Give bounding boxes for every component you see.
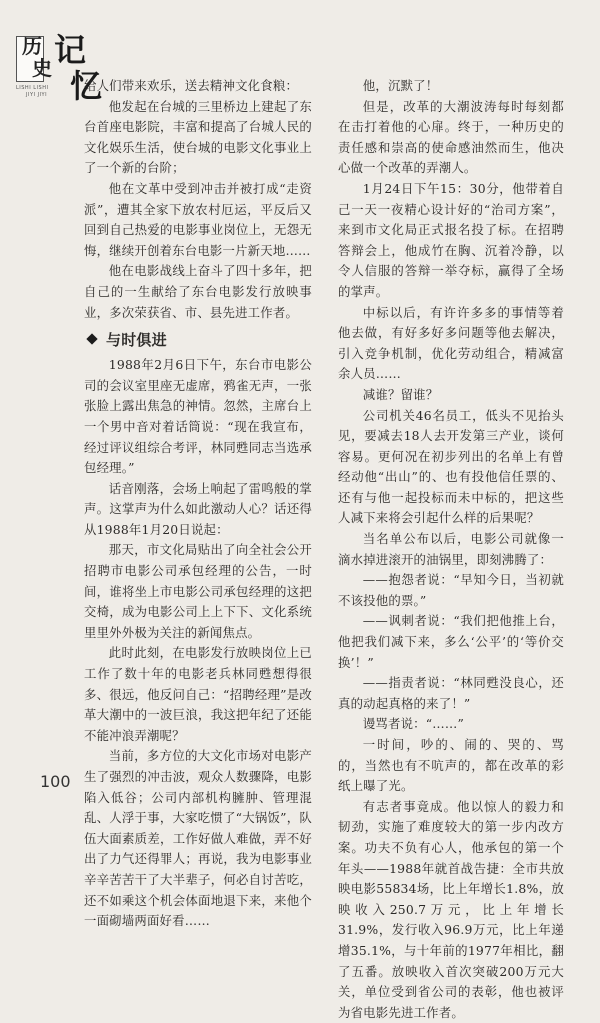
logo-pinyin-1: LISHI LISHI — [16, 85, 49, 91]
section-heading-text: 与时俱进 — [106, 331, 167, 350]
logo-char-li: 历 — [22, 34, 42, 58]
quote-line: ——指责者说：“林同甦没良心，还真的动起真格的来了！” — [338, 675, 564, 711]
logo-char-ji: 记 — [54, 31, 87, 69]
paragraph: 减谁？留谁？ — [362, 386, 439, 402]
right-column — [338, 76, 564, 1023]
logo-char-shi: 史 — [32, 56, 52, 80]
paragraph: 公司机关46名员工，低头不见抬头见，要减去18人去开发第三产业，谈何容易。更何况在初步列出的名单上有曾经动他“出山”的、也有投他信任票的、还有与他一起投标而未中标的，把这些人减下来将会引起什么样的后果呢？ — [338, 407, 564, 526]
section-logo — [10, 30, 103, 105]
paragraph: 中标以后，有许许多多的事情等着他去做，有好多好多问题等他去解决，引入竞争机制，优化劳动组合，精减富余人员…… — [338, 304, 564, 382]
paragraph: 他发起在台城的三里桥边上建起了东台首座电影院，丰富和提高了台城人民的文化娱乐生活，使台城的电影文化事业上了一个新的台阶； — [84, 98, 312, 176]
paragraph: 当名单公布以后，电影公司就像一滴水掉进滚开的油锅里，即刻沸腾了： — [338, 531, 564, 567]
diamond-bullet-icon — [86, 333, 97, 344]
quote-line: 谩骂者说：“……” — [362, 716, 465, 732]
paragraph: 1月24日下午15：30分，他带着自己一天一夜精心设计好的“治司方案”，来到市文化局正式报名投了标。在招聘答辩会上，他成竹在胸、沉着冷静，以令人信服的答辩一举夺标，赢得了全场的掌声。 — [338, 180, 564, 299]
logo-pinyin-2: JIYI JIYI — [26, 92, 48, 98]
logo-char-yi: 忆 — [70, 67, 103, 105]
paragraph: 1988年2月6日下午，东台市电影公司的会议室里座无虚席，鸦雀无声，一张张脸上露出焦急的神情。忽然，主席台上一个男中音对着话筒说：“现在我宣布，经过评议组综合考评，林同甦同志当选承包经理。” — [84, 357, 312, 476]
left-column — [84, 76, 312, 932]
paragraph: 他，沉默了！ — [362, 78, 439, 93]
paragraph: 他在文革中受到冲击并被打成“走资派”，遭其全家下放农村厄运，平反后又回到自己热爱的电影事业岗位上，无怨无悔，继续开创着东台电影一片新天地…… — [84, 180, 312, 258]
paragraph: 给人们带来欢乐，送去精神文化食粮： — [84, 78, 299, 93]
paragraph: 但是，改革的大潮波涛每时每刻都在击打着他的心扉。终于，一种历史的责任感和崇高的使命感油然而生，他决心做一个改革的弄潮人。 — [338, 98, 564, 176]
paragraph: 他在电影战线上奋斗了四十多年，把自己的一生献给了东台电影发行放映事业，多次荣获省、市、县先进工作者。 — [84, 263, 312, 320]
quote-line: ——抱怨者说：“早知今日，当初就不该投他的票。” — [338, 572, 564, 608]
paragraph: 一时间，吵的、闹的、哭的、骂的，当然也有不吭声的，都在改革的彩纸上曝了光。 — [338, 737, 564, 794]
paragraph: 当前，多方位的大文化市场对电影产生了强烈的冲击波，观众人数骤降，电影陷入低谷；公司内部机构臃肿、管理混乱、人浮于事，大家吃惯了“大锅饭”，队伍大面素质差，工作好做人难做，弄不好出了力气还得罪人；再说，我为电影事业辛辛苦苦干了大半辈子，何必自讨苦吃，还不如乘这个机会体面地退下来，来他个一面砌墙两面好看…… — [84, 748, 312, 929]
paragraph: 此时此刻，在电影发行放映岗位上已工作了数十年的电影老兵林同甦想得很多、很远，他反问自己：“招聘经理”是改革大潮中的一波巨浪，我这把年纪了还能不能冲浪弄潮呢？ — [84, 645, 312, 743]
paragraph: 那天，市文化局贴出了向全社会公开招聘市电影公司承包经理的公告，一时间，谁将坐上市电影公司承包经理的这把交椅，成为电影公司上上下下、文化系统里里外外极为关注的新闻焦点。 — [84, 542, 312, 640]
paragraph: 有志者事竟成。他以惊人的毅力和韧劲，实施了难度较大的第一步内改方案。功夫不负有心人，他承包的第一个年头——1988年就首战告捷：全市共放映电影55834场，比上年增长1.8%，放映收入250.7万元，比上年增长31.9%，发行收入96.9万元，比上年递增35.1%，与十年前的1977年相比，翻了五番。放映收入首次突破200万元大关，单位受到省公司的表彰，他也被评为省电影先进工作者。 — [338, 798, 564, 1020]
section-heading — [84, 329, 312, 351]
quote-line: ——讽刺者说：“我们把他推上台，他把我们减下来，多么‘公平’的‘等价交换’！” — [338, 613, 564, 670]
paragraph: 话音刚落，会场上响起了雷鸣般的掌声。这掌声为什么如此激动人心？话还得从1988年1月20日说起： — [84, 480, 312, 537]
page-number: 100 — [40, 772, 71, 791]
